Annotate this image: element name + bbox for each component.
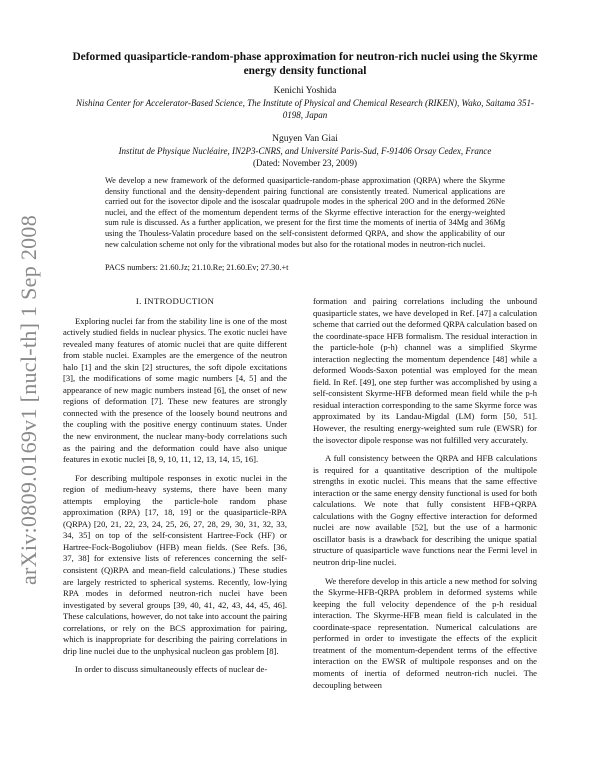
date-line: (Dated: November 23, 2009) [253,158,357,168]
right-column [313,296,537,698]
paragraph: For describing multipole responses in exotic nuclei in the region of medium-heavy systems, there have been many attempts employing the particle-hole random phase approximation (RPA) [17, 18, 19] or the quasiparticle-RPA (QRPA) [20, 21, 22, 23, 24, 25, 26, 27, 28, 29, 30, 31, 32, 33, 34, 35] on top of the self-consistent Hartree-Fock (HF) or Hartree-Fock-Bogoliubov (HFB) mean fields. (See Refs. [36, 37, 38] for extensive lists of references concerning the self-consistent (Q)RPA and mean-field calculations.) These studies are largely restricted to spherical systems. Recently, low-lying RPA modes in deformed neutron-rich nuclei have been investigated by several groups [39, 40, 41, 42, 43, 44, 45, 46]. These calculations, however, do not take into account the pairing correlations, or rely on the BCS approximation for pairing, which is inappropriate for describing the pairing correlations in drip line nuclei due to the unphysical nucleon gas problem [8]. [63,472,287,656]
section-heading: I. INTRODUCTION [135,296,215,306]
abstract: We develop a new framework of the deformed quasiparticle-random-phase approximation (QRPA) where the Skyrme density functional and the density-dependent pairing functional are consistently treated. Numerical applications are carried out for the isovector dipole and the isoscalar quadrupole modes in the spherical 20O and in the deformed 26Ne nuclei, and the effect of the momentum dependent terms of the Skyrme effective interaction for the energy-weighted sum rule is discussed. As a further application, we present for the first time the moments of inertia of 34Mg and 36Mg using the Thouless-Valatin procedure based on the self-consistent deformed QRPA, and show the applicability of our new calculation scheme not only for the vibrational modes but also for the rotational modes in neutron-rich nuclei. [105,176,505,249]
paragraph: A full consistency between the QRPA and HFB calculations is required for a quantitative description of the multipole strengths in exotic nuclei. This means that the same effective interaction or the same energy density functional is used for both calculations. We note that fully consistent HFB+QRPA calculations with the Gogny effective interaction for deformed nuclei are now available [52], but the use of a harmonic oscillator basis is a drawback for describing the unique spatial structure of quasiparticle wave functions near the Fermi level in neutron drip-line nuclei. [313,453,537,568]
arxiv-stamp: arXiv:0809.0169v1 [nucl-th] 1 Sep 2008 [16,214,41,586]
author-1: Kenichi Yoshida [273,86,337,96]
paragraph: formation and pairing correlations including the unbound quasiparticle states, we have developed in Ref. [47] a calculation scheme that carried out the deformed QRPA calculation based on the coordinate-space HFB formalism. The residual interaction in the particle-hole (p-h) channel was a simplified Skyrme interaction neglecting the momentum dependence [48] while a deformed Woods-Saxon potential was employed for the mean field. In Ref. [49], one step further was accomplished by using a self-consistent Skyrme-HFB deformed mean field while the p-h residual interaction corresponding to the same Skyrme force was approximated by its Landau-Migdal (LM) form [50, 51]. However, the resulting energy-weighted sum rule (EWSR) for the isovector dipole response was not fulfilled very accurately. [313,296,537,445]
pacs-numbers: PACS numbers: 21.60.Jz; 21.10.Re; 21.60.Ev; 27.30.+t [105,263,289,272]
paper-title: Deformed quasiparticle-random-phase approximation for neutron-rich nuclei using the Skyrme energy density functional [72,51,538,77]
affiliation-2: Institut de Physique Nucléaire, IN2P3-CNRS, and Université Paris-Sud, F-91406 Orsay Cedex, France [118,146,492,156]
affiliation-1: Nishina Center for Accelerator-Based Science, The Institute of Physical and Chemical Research (RIKEN), Wako, Saitama 351-0198, Japan [76,98,534,120]
paragraph: We therefore develop in this article a new method for solving the Skyrme-HFB-QRPA problem in deformed systems while keeping the full velocity dependence of the p-h residual interaction. The Skyrme-HFB mean field is calculated in the coordinate-space representation. Numerical calculations are performed in order to investigate the effects of the explicit treatment of the momentum-dependent terms of the effective interaction on the EWSR of multipole responses and on the moments of inertia of deformed neutron-rich nuclei. The decoupling between [313,575,537,690]
paragraph: In order to discuss simultaneously effects of nuclear de- [75,664,268,675]
paragraph: Exploring nuclei far from the stability line is one of the most actively studied fields in nuclear physics. The exotic nuclei have revealed many features of atomic nuclei that are quite different from stable nuclei. Examples are the emergence of the neutron halo [1] and the skin [2] structures, the soft dipole excitations [3], the modifications of some magic numbers [4, 5] and the appearance of new magic numbers instead [6], the onset of new regions of deformation [7]. These new features are strongly connected with the presence of the loosely bound neutrons and the coupling with the positive energy continuum states. Under the new environment, the nuclear many-body correlations such as the pairing and the deformation could have also unique features in exotic nuclei [8, 9, 10, 11, 12, 13, 14, 15, 16]. [63,315,287,465]
author-2: Nguyen Van Giai [272,134,338,144]
left-column [63,296,287,683]
